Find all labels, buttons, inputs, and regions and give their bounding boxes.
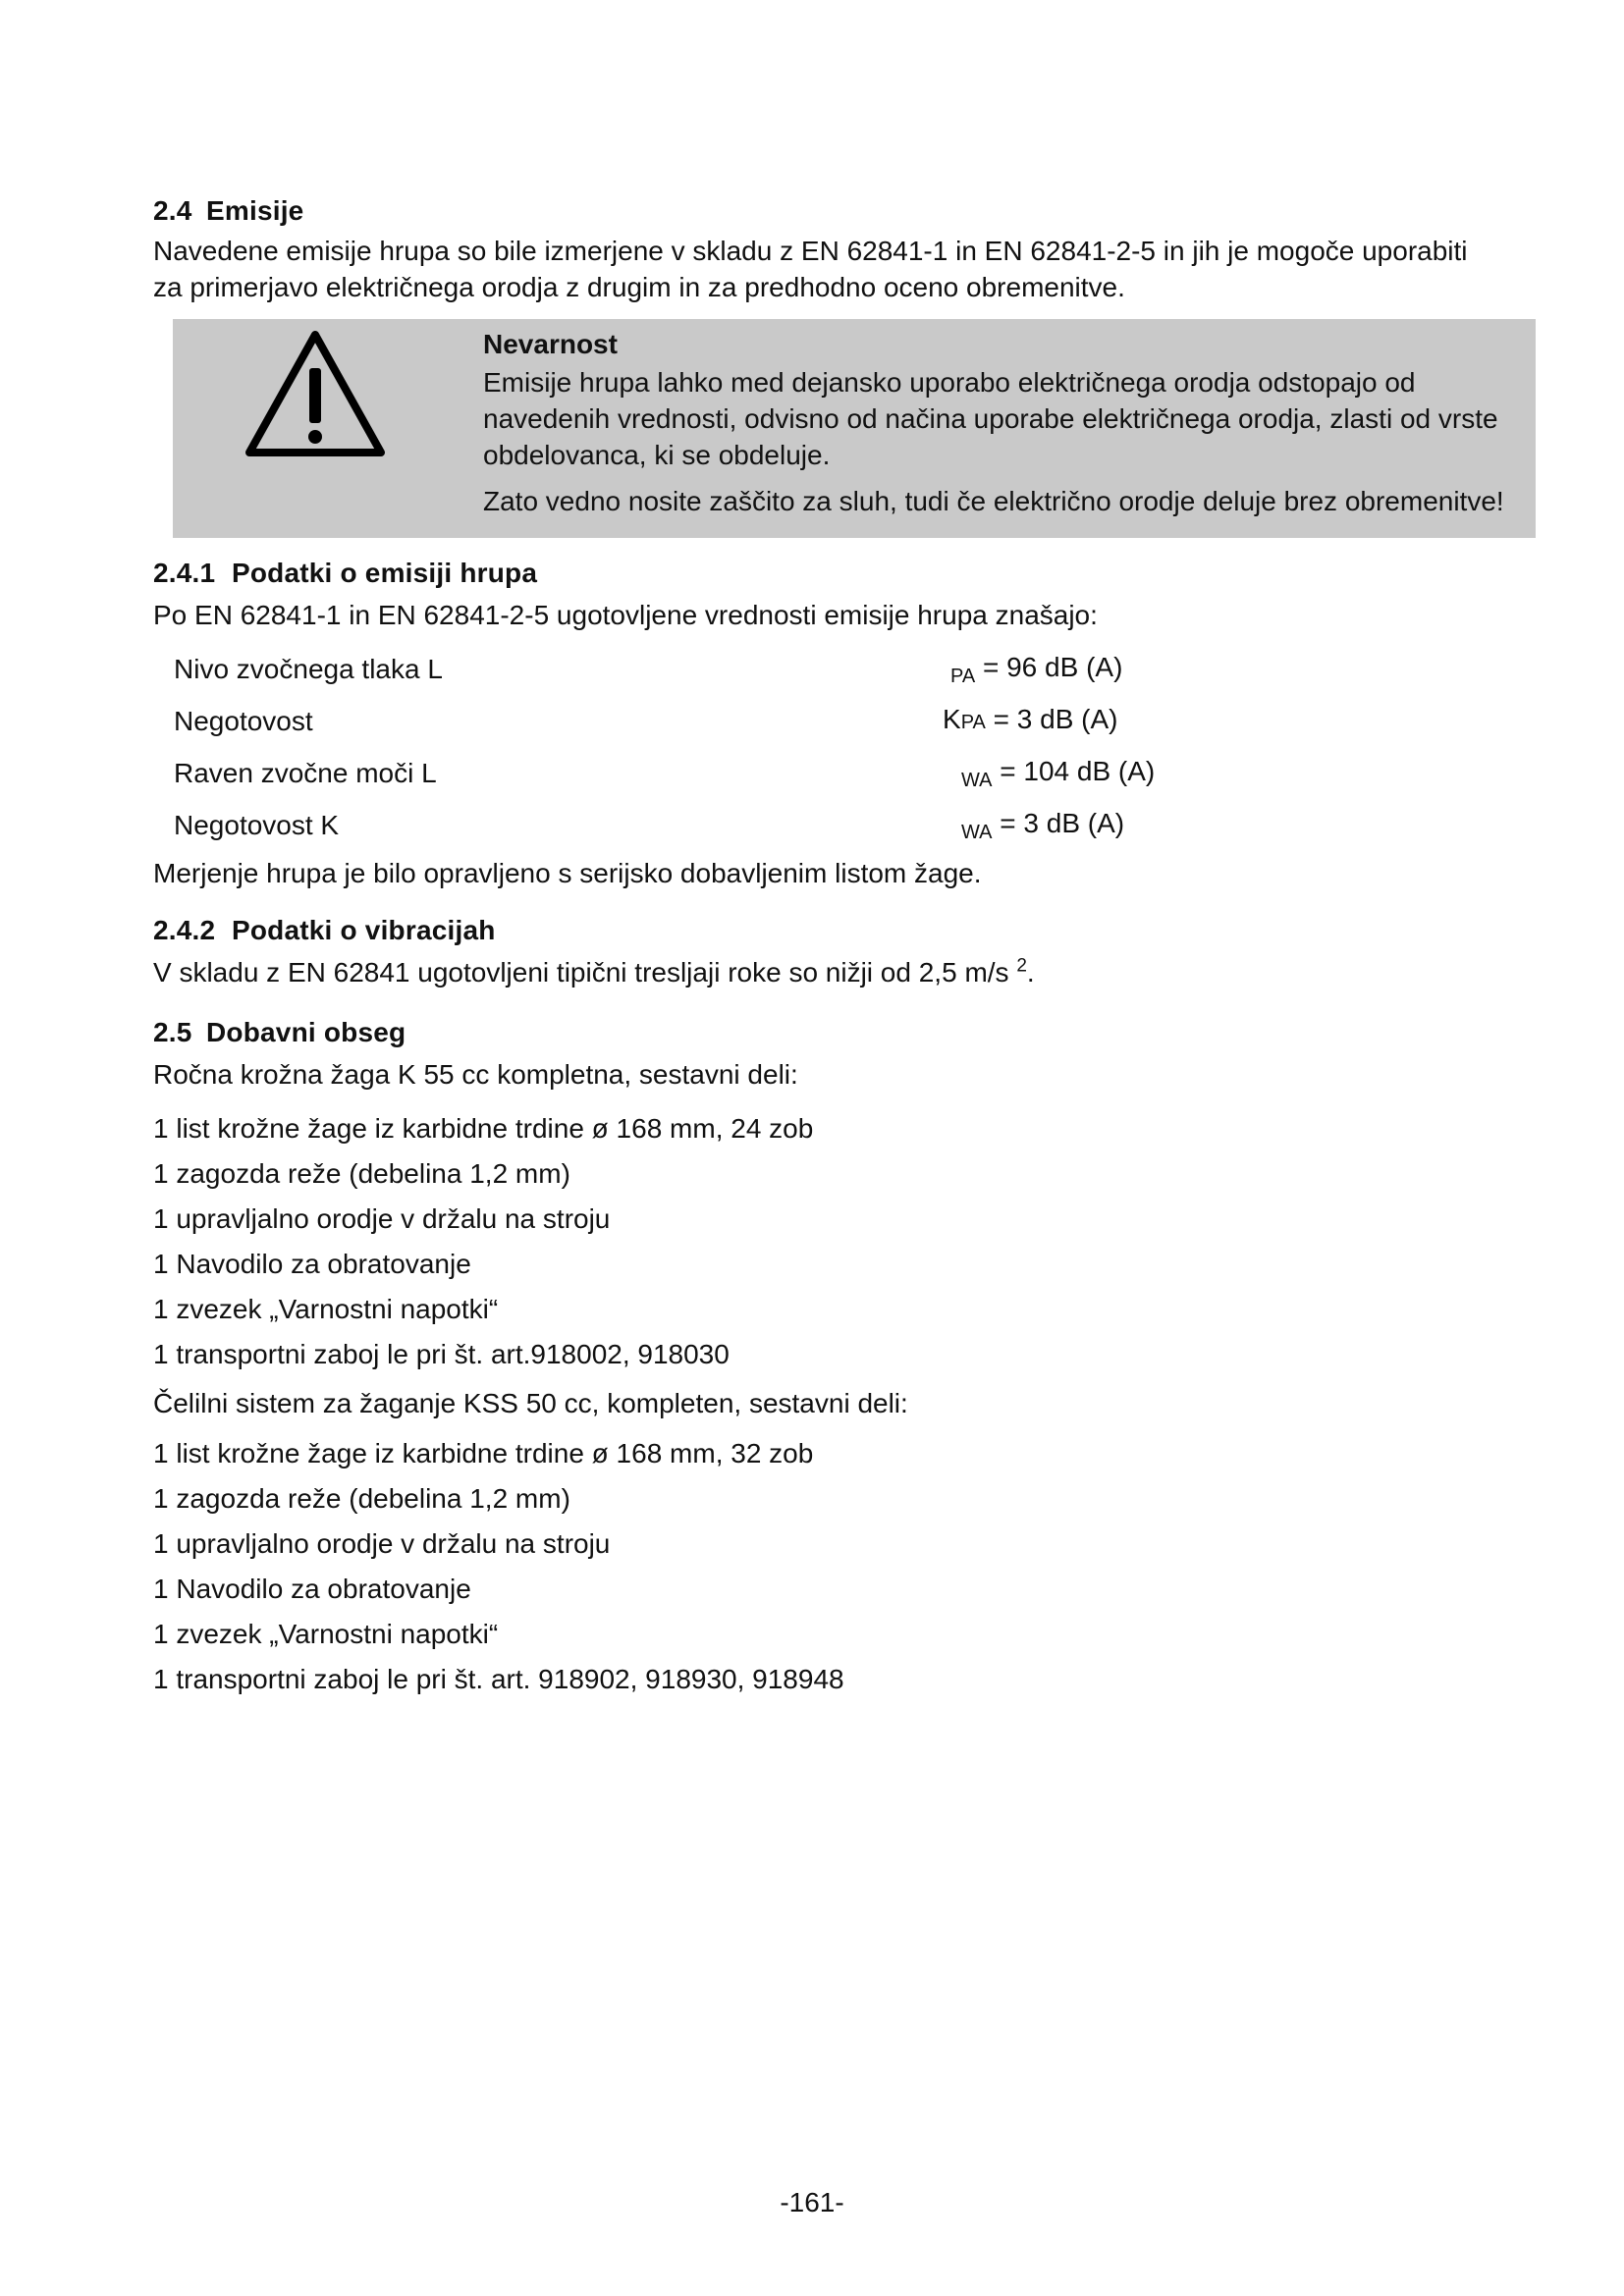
noise-values-table xyxy=(174,643,1155,851)
vibration-text: V skladu z EN 62841 ugotovljeni tipični tresljaji roke so nižji od 2,5 m/s $^2$. xyxy=(153,955,1035,988)
superscript: 2 xyxy=(1016,955,1027,977)
warning-body: Emisije hrupa lahko med dejansko uporabo električnega orodja odstopajo od navedenih vrednosti, odvisno od načina uporabe električnega orodja, zlasti od vrste obdelovanca, ki se obdeluje. xyxy=(483,367,1498,470)
list-item: 1 transportni zaboj le pri št. art. 918902, 918930, 918948 xyxy=(153,1664,844,1694)
delivery-list-kss50 xyxy=(153,1431,1528,1702)
value-subscript: PA xyxy=(960,712,986,733)
row-value: $_{WA}$ = 3 dB (A) xyxy=(961,808,1125,843)
section-number: 2.4 xyxy=(153,195,192,226)
section-heading xyxy=(153,191,1528,231)
list-item: 1 zvezek „Varnostni napotki“ xyxy=(153,1294,499,1324)
row-label: Negotovost xyxy=(174,706,313,736)
section-emissions xyxy=(153,191,1528,305)
list-item: 1 upravljalno orodje v držalu na stroju xyxy=(153,1203,611,1234)
row-label: Nivo zvočnega tlaka L xyxy=(174,654,443,684)
table-row xyxy=(174,747,1155,799)
list-item: 1 Navodilo za obratovanje xyxy=(153,1249,471,1279)
delivery-lead-kss50: Čelilni sistem za žaganje KSS 50 cc, kompleten, sestavni deli: xyxy=(153,1388,908,1418)
row-value: $_{WA}$ = 104 dB (A) xyxy=(961,756,1156,791)
section-title: Dobavni obseg xyxy=(206,1017,406,1047)
section-number: 2.5 xyxy=(153,1017,192,1047)
warning-title: Nevarnost xyxy=(483,329,618,359)
section-heading xyxy=(153,1013,1528,1052)
row-label: Raven zvočne moči L xyxy=(174,758,437,788)
list-item: 1 zagozda reže (debelina 1,2 mm) xyxy=(153,1483,570,1514)
section-intro: Po EN 62841-1 in EN 62841-2-5 ugotovljene vrednosti emisije hrupa znašajo: xyxy=(153,600,1098,630)
section-vibration-data xyxy=(153,911,1528,990)
section-number: 2.4.2 xyxy=(153,915,216,945)
delivery-list-k55 xyxy=(153,1106,1528,1377)
list-item: 1 list krožne žage iz karbidne trdine ø 168 mm, 32 zob xyxy=(153,1438,814,1468)
warning-hearing-protection: Zato vedno nosite zaščito za sluh, tudi če električno orodje deluje brez obremenitve! xyxy=(483,486,1504,516)
list-item: 1 Navodilo za obratovanje xyxy=(153,1574,471,1604)
list-item: 1 transportni zaboj le pri št. art.918002, 918030 xyxy=(153,1339,730,1369)
value-subscript: WA xyxy=(961,770,993,791)
list-item: 1 zagozda reže (debelina 1,2 mm) xyxy=(153,1158,570,1189)
table-row xyxy=(174,643,1155,695)
value-subscript: PA xyxy=(950,666,976,687)
section-noise-data xyxy=(153,554,1528,891)
row-label: Negotovost K xyxy=(174,810,340,840)
section-heading xyxy=(153,911,1528,950)
section-number: 2.4.1 xyxy=(153,558,216,588)
section-title: Podatki o vibracijah xyxy=(232,915,496,945)
value-subscript: WA xyxy=(961,822,993,843)
list-item: 1 list krožne žage iz karbidne trdine ø 168 mm, 24 zob xyxy=(153,1113,814,1144)
delivery-lead-k55: Ročna krožna žaga K 55 cc kompletna, sestavni deli: xyxy=(153,1059,798,1090)
section-intro: Navedene emisije hrupa so bile izmerjene v skladu z EN 62841-1 in EN 62841-2-5 in jih je mogoče uporabiti za primerjavo električnega orodja z drugim in za predhodno oceno obremenitve. xyxy=(153,236,1468,302)
section-title: Podatki o emisiji hrupa xyxy=(232,558,538,588)
page-number: -161- xyxy=(780,2187,844,2217)
list-item: 1 upravljalno orodje v držalu na stroju xyxy=(153,1528,611,1559)
table-row xyxy=(174,799,1155,851)
section-heading xyxy=(153,554,1528,593)
warning-box xyxy=(173,319,1536,538)
section-scope-of-delivery xyxy=(153,1013,1528,1702)
row-value: KPA = 3 dB (A) xyxy=(943,704,1118,734)
section-title: Emisije xyxy=(206,195,304,226)
list-item: 1 zvezek „Varnostni napotki“ xyxy=(153,1619,499,1649)
table-row xyxy=(174,695,1155,747)
warning-text xyxy=(483,325,1524,519)
document-page xyxy=(153,191,1528,1702)
measurement-note: Merjenje hrupa je bilo opravljeno s serijsko dobavljenim listom žage. xyxy=(153,858,982,888)
row-value: $_{PA}$ = 96 dB (A) xyxy=(950,652,1123,687)
warning-triangle-icon xyxy=(242,327,389,462)
